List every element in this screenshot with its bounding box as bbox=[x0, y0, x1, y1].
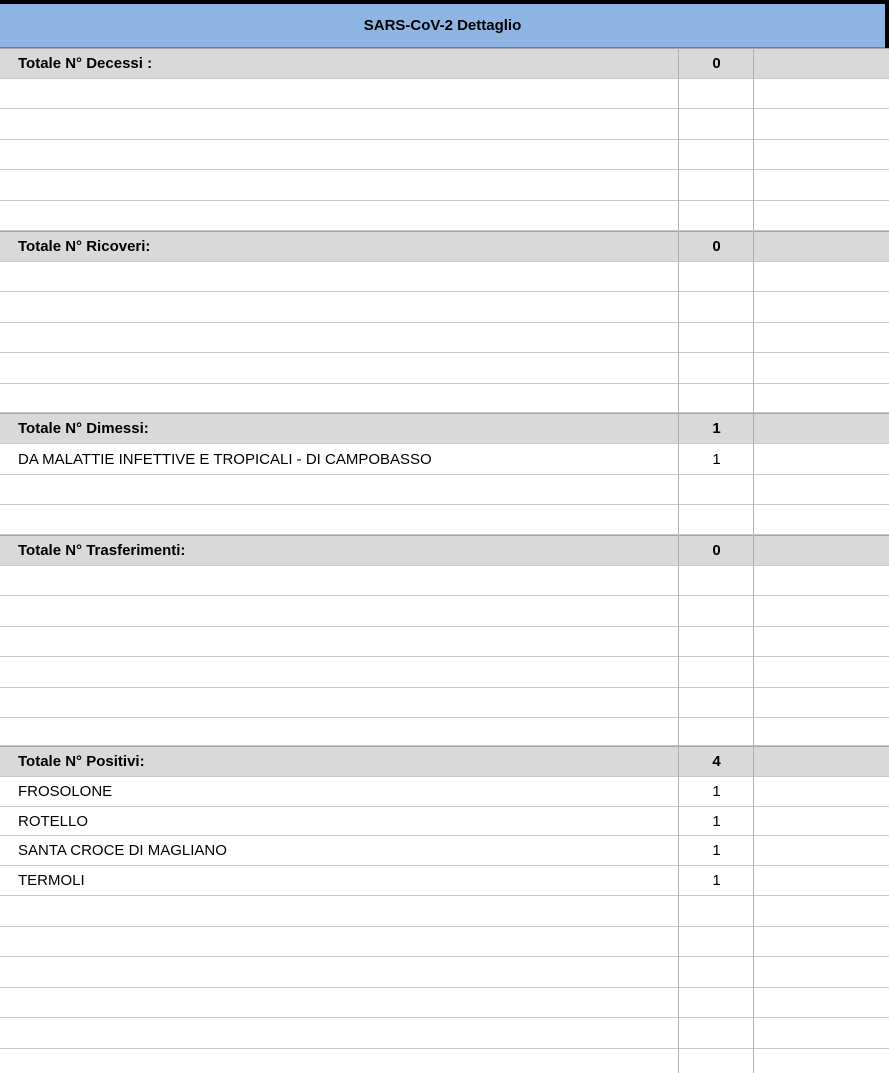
empty-row bbox=[0, 140, 889, 170]
empty-row bbox=[0, 927, 889, 957]
data-row bbox=[0, 444, 889, 475]
empty-row bbox=[0, 596, 889, 627]
item-count: 1 bbox=[712, 450, 721, 468]
section-total: 0 bbox=[712, 542, 721, 559]
data-row bbox=[0, 866, 889, 896]
data-row bbox=[0, 777, 889, 807]
data-row bbox=[0, 807, 889, 836]
empty-row bbox=[0, 566, 889, 596]
item-count: 1 bbox=[712, 842, 721, 859]
item-name: ROTELLO bbox=[18, 812, 89, 830]
section-total: 0 bbox=[712, 55, 721, 72]
section-label: Totale N° Ricoveri: bbox=[18, 238, 151, 255]
empty-row bbox=[0, 170, 889, 201]
empty-row bbox=[0, 292, 889, 323]
empty-row bbox=[0, 988, 889, 1018]
empty-row bbox=[0, 718, 889, 746]
section-trasferimenti bbox=[0, 535, 889, 566]
empty-row bbox=[0, 384, 889, 413]
empty-row bbox=[0, 505, 889, 535]
empty-row bbox=[0, 323, 889, 353]
item-name: FROSOLONE bbox=[18, 783, 113, 800]
section-ricoveri bbox=[0, 231, 889, 262]
empty-row bbox=[0, 896, 889, 927]
item-name: TERMOLI bbox=[18, 872, 85, 889]
empty-row bbox=[0, 475, 889, 505]
item-count: 1 bbox=[712, 812, 721, 830]
column-divider bbox=[753, 48, 754, 1073]
item-count: 1 bbox=[712, 872, 721, 889]
item-count: 1 bbox=[712, 783, 721, 800]
section-dimessi bbox=[0, 413, 889, 444]
empty-row bbox=[0, 353, 889, 384]
right-border bbox=[885, 0, 889, 48]
section-positivi bbox=[0, 746, 889, 777]
empty-row bbox=[0, 201, 889, 231]
section-total: 0 bbox=[712, 238, 721, 255]
data-row bbox=[0, 836, 889, 866]
empty-row bbox=[0, 627, 889, 657]
item-name: DA MALATTIE INFETTIVE E TROPICALI - DI CAMPOBASSO bbox=[18, 450, 432, 468]
section-label: Totale N° Positivi: bbox=[18, 753, 145, 770]
item-name: SANTA CROCE DI MAGLIANO bbox=[18, 842, 227, 859]
section-label: Totale N° Decessi : bbox=[18, 55, 153, 72]
empty-row bbox=[0, 79, 889, 109]
empty-row bbox=[0, 262, 889, 292]
section-total: 1 bbox=[712, 420, 721, 437]
empty-row bbox=[0, 657, 889, 688]
empty-row bbox=[0, 688, 889, 718]
sheet-title: SARS-CoV-2 Dettaglio bbox=[0, 4, 885, 48]
section-label: Totale N° Trasferimenti: bbox=[18, 542, 186, 559]
column-divider bbox=[678, 48, 679, 1073]
section-total: 4 bbox=[712, 753, 721, 770]
empty-row bbox=[0, 109, 889, 140]
empty-row bbox=[0, 1018, 889, 1049]
section-decessi bbox=[0, 48, 889, 79]
empty-row bbox=[0, 957, 889, 988]
section-label: Totale N° Dimessi: bbox=[18, 420, 149, 437]
